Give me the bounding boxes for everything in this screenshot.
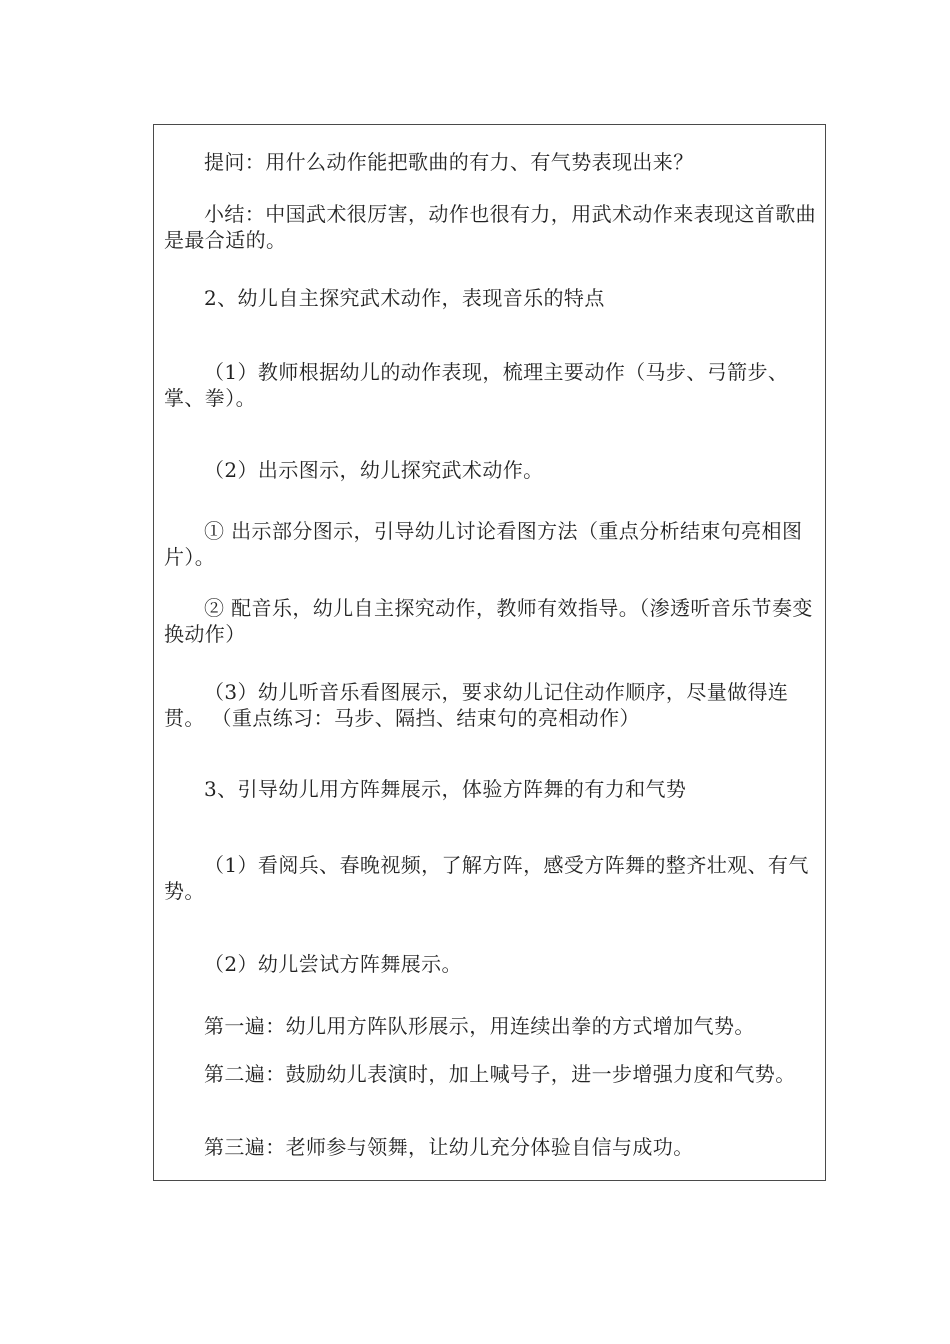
paragraph-step-2-3: （3）幼儿听音乐看图展示，要求幼儿记住动作顺序，尽量做得连贯。 （重点练习：马步、隔挡、结束句的亮相动作） — [164, 680, 789, 730]
section-heading-2: 2、幼儿自主探究武术动作，表现音乐的特点 — [204, 286, 605, 310]
paragraph-question: 提问：用什么动作能把歌曲的有力、有气势表现出来？ — [204, 150, 694, 174]
section-heading-3: 3、引导幼儿用方阵舞展示，体验方阵舞的有力和气势 — [204, 777, 687, 801]
paragraph-item-2: ② 配音乐，幼儿自主探究动作，教师有效指导。（渗透听音乐节奏变换动作） — [164, 596, 813, 646]
paragraph-round-1: 第一遍：幼儿用方阵队形展示，用连续出拳的方式增加气势。 — [204, 1014, 755, 1038]
paragraph-round-3: 第三遍：老师参与领舞，让幼儿充分体验自信与成功。 — [204, 1135, 694, 1159]
paragraph-round-2: 第二遍：鼓励幼儿表演时，加上喊号子，进一步增强力度和气势。 — [204, 1062, 796, 1086]
paragraph-item-1: ① 出示部分图示，引导幼儿讨论看图方法（重点分析结束句亮相图片）。 — [164, 519, 803, 569]
paragraph-step-3-2: （2）幼儿尝试方阵舞展示。 — [204, 952, 462, 976]
paragraph-step-3-1: （1）看阅兵、春晚视频，了解方阵，感受方阵舞的整齐壮观、有气势。 — [164, 853, 809, 903]
paragraph-step-2-2: （2）出示图示，幼儿探究武术动作。 — [204, 458, 544, 482]
lesson-table-cell — [153, 124, 826, 1181]
paragraph-step-2-1: （1）教师根据幼儿的动作表现，梳理主要动作（马步、弓箭步、掌、拳）。 — [164, 360, 789, 410]
paragraph-summary: 小结：中国武术很厉害，动作也很有力，用武术动作来表现这首歌曲是最合适的。 — [164, 202, 816, 252]
